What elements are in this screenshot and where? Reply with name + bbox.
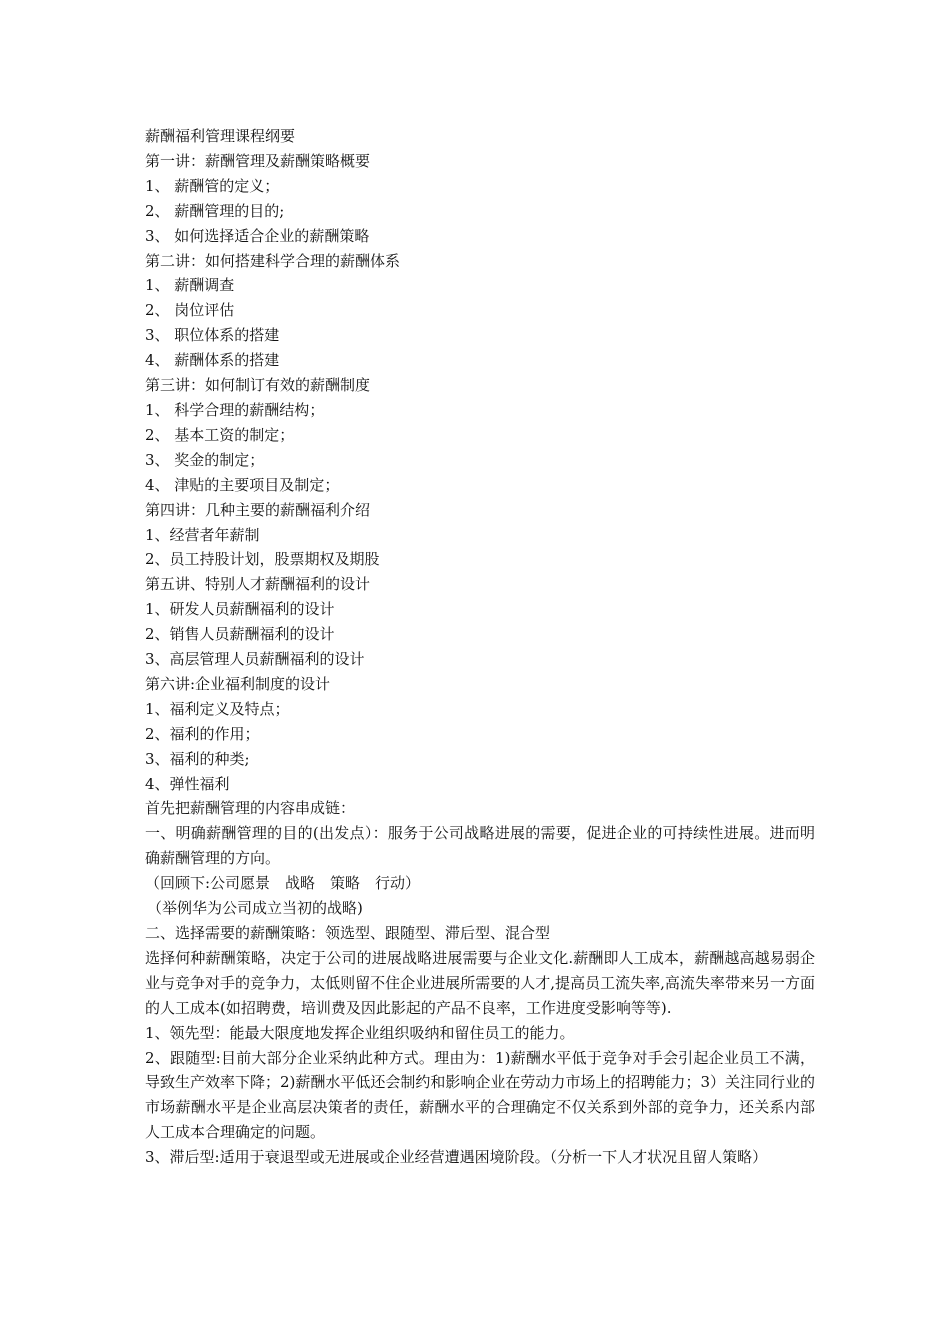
list-item: 4、弹性福利 — [145, 774, 230, 793]
list-item: 1、经营者年薪制 — [145, 525, 260, 544]
intro-paragraph: 首先把薪酬管理的内容串成链： — [145, 799, 356, 818]
lecture-4-heading: 第四讲：几种主要的薪酬福利介绍 — [145, 500, 371, 519]
lecture-2-heading: 第二讲：如何搭建科学合理的薪酬体系 — [145, 251, 401, 270]
example-note: （举例华为公司成立当初的战略) — [147, 899, 363, 918]
list-item: 3、 职位体系的搭建 — [145, 326, 280, 345]
list-item: 1、 薪酬调查 — [145, 276, 235, 295]
list-item: 1、 薪酬管的定义； — [145, 176, 280, 195]
strategy-paragraph: 选择何种薪酬策略，决定于公司的进展战略进展需要与企业文化.薪酬即人工成本，薪酬越高越易弱企业与竞争对手的竞争力，太低则留不住企业进展所需要的人才,提高员工流失率,高流失率带来另一方面的人工成本(如招聘费，培训费及因此影起的产品不良率，工作进度受影响等等). — [145, 948, 815, 1017]
point-1-paragraph: 一、明确薪酬管理的目的(出发点）：服务于公司战略进展的需要，促进企业的可持续性进展。进而明确薪酬管理的方向。 — [145, 824, 815, 868]
list-item: 1、 科学合理的薪酬结构； — [145, 400, 325, 419]
list-item: 3、 奖金的制定； — [145, 450, 265, 469]
lecture-5-heading: 第五讲、特别人才薪酬福利的设计 — [145, 575, 371, 594]
list-item: 1、福利定义及特点； — [145, 699, 290, 718]
list-item: 2、销售人员薪酬福利的设计 — [145, 625, 335, 644]
review-note: （回顾下:公司愿景 战略 策略 行动） — [145, 874, 421, 893]
lecture-1-heading: 第一讲：薪酬管理及薪酬策略概要 — [145, 151, 371, 170]
type-1-paragraph: 1、领先型：能最大限度地发挥企业组织吸纳和留住员工的能力。 — [145, 1023, 575, 1042]
list-item: 1、研发人员薪酬福利的设计 — [145, 600, 335, 619]
list-item: 2、福利的作用； — [145, 724, 260, 743]
list-item: 2、员工持股计划，股票期权及期股 — [145, 550, 380, 569]
type-3-paragraph: 3、滞后型:适用于衰退型或无进展或企业经营遭遇困境阶段。（分析一下人才状况且留人策略） — [145, 1148, 768, 1167]
list-item: 3、 如何选择适合企业的薪酬策略 — [145, 226, 370, 245]
list-item: 3、福利的种类; — [145, 749, 250, 768]
list-item: 2、 基本工资的制定； — [145, 425, 295, 444]
lecture-3-heading: 第三讲：如何制订有效的薪酬制度 — [145, 376, 371, 395]
type-2-paragraph: 2、跟随型:目前大部分企业采纳此种方式。理由为：1)薪酬水平低于竞争对手会引起企业员工不满，导致生产效率下降；2)薪酬水平低还会制约和影响企业在劳动力市场上的招聘能力；3）关注同行业的市场薪酬水平是企业高层决策者的责任，薪酬水平的合理确定不仅关系到外部的竞争力，还关系内部人工成本合理确定的问题。 — [145, 1048, 815, 1142]
list-item: 2、 岗位评估 — [145, 301, 235, 320]
lecture-6-heading: 第六讲:企业福利制度的设计 — [145, 674, 331, 693]
list-item: 2、 薪酬管理的目的; — [145, 201, 285, 220]
list-item: 4、 薪酬体系的搭建 — [145, 351, 280, 370]
document-body — [145, 124, 815, 1170]
list-item: 3、高层管理人员薪酬福利的设计 — [145, 650, 365, 669]
document-title: 薪酬福利管理课程纲要 — [145, 127, 296, 145]
point-2-paragraph: 二、选择需要的薪酬策略：领选型、跟随型、滞后型、混合型 — [145, 924, 551, 942]
list-item: 4、 津贴的主要项目及制定； — [145, 475, 340, 494]
